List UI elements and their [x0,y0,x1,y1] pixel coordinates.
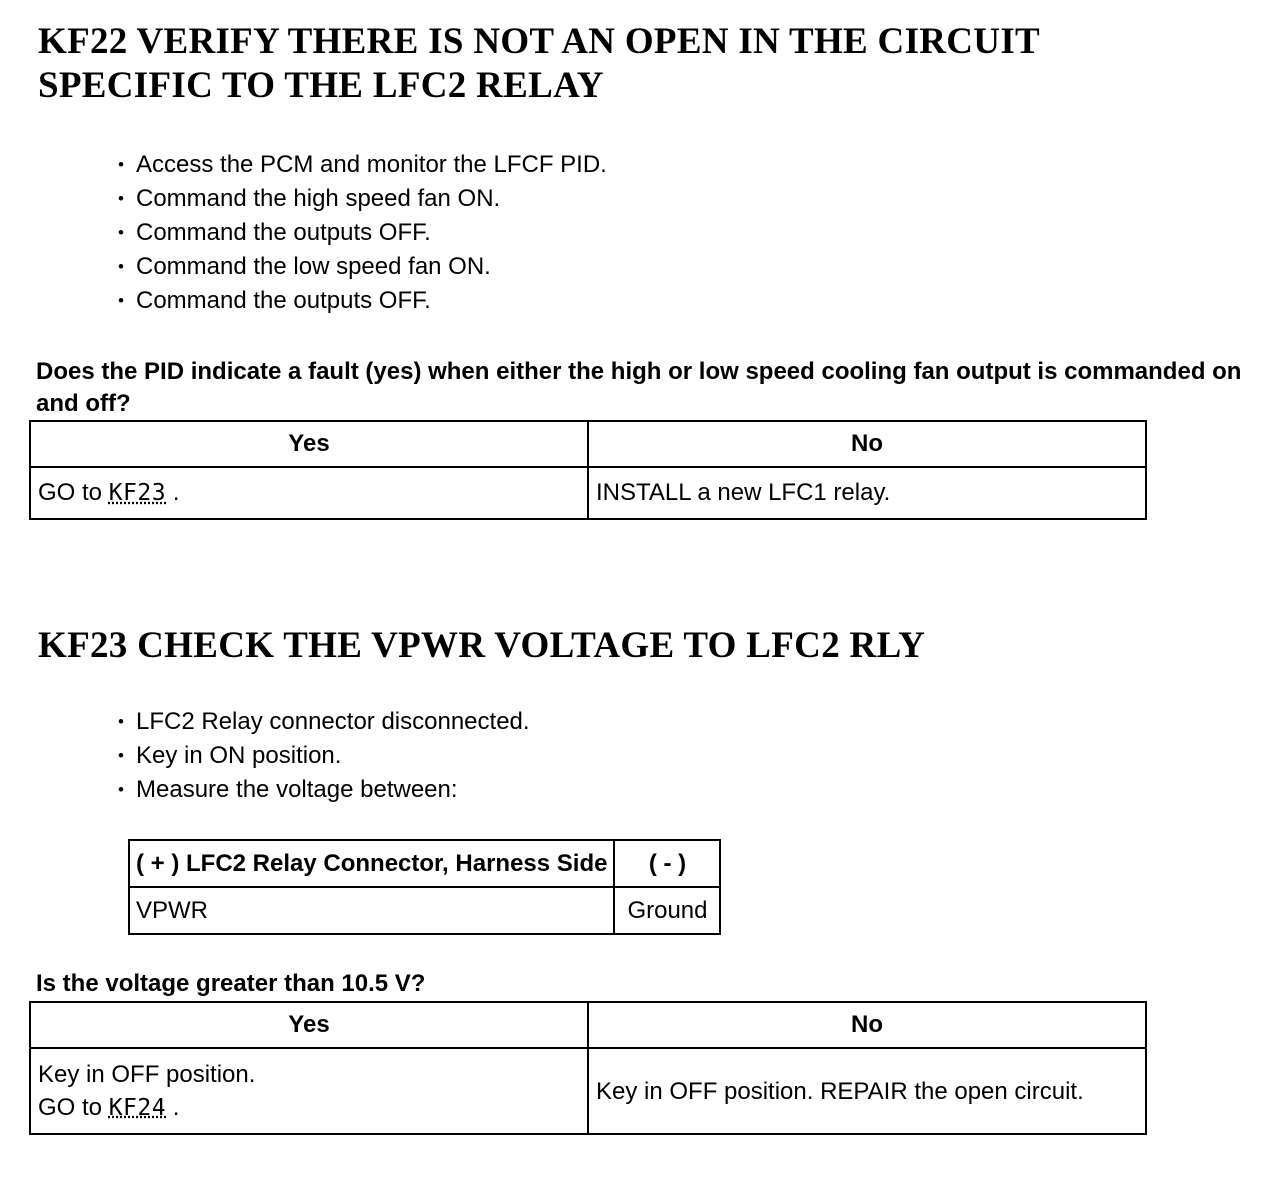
negative-terminal-header: ( - ) [614,840,720,887]
step-text: Command the outputs OFF. [136,287,431,314]
yes-cell [30,467,588,519]
key-off-text: Key in OFF position. [38,1060,256,1088]
list-item [118,773,530,807]
negative-terminal-value: Ground [614,887,720,934]
positive-terminal-header: ( + ) LFC2 Relay Connector, Harness Side [129,840,614,887]
yes-cell [30,1048,588,1134]
kf22-answer-table [29,420,1147,520]
positive-terminal-value: VPWR [129,887,614,934]
kf23-answer-table [29,1001,1147,1135]
yes-header: Yes [30,1002,588,1048]
bullet-icon: • [118,780,124,799]
list-item [118,250,607,284]
bullet-icon: • [118,712,124,731]
goto-label: GO to [38,479,103,506]
list-item [118,148,607,182]
step-text: Measure the voltage between: [136,776,458,803]
bullet-icon: • [118,223,124,242]
kf24-link[interactable]: KF24 [108,1094,167,1121]
kf22-step-list [118,148,607,318]
no-cell: Key in OFF position. REPAIR the open circuit. [588,1048,1146,1134]
bullet-icon: • [118,291,124,310]
yes-header: Yes [30,421,588,467]
table-row [30,1048,1146,1134]
kf23-heading: KF23 CHECK THE VPWR VOLTAGE TO LFC2 RLY [38,625,926,666]
kf23-question: Is the voltage greater than 10.5 V? [36,970,426,997]
no-header: No [588,421,1146,467]
table-header-row [129,840,720,887]
kf23-step-list [118,705,530,807]
step-text: Access the PCM and monitor the LFCF PID. [136,151,607,178]
measurement-table [128,839,721,935]
list-item [118,705,530,739]
step-text: LFC2 Relay connector disconnected. [136,708,530,735]
kf22-heading: KF22 VERIFY THERE IS NOT AN OPEN IN THE CIRCUIT SPECIFIC TO THE LFC2 RELAY [38,21,1040,106]
no-header: No [588,1002,1146,1048]
step-text: Command the high speed fan ON. [136,185,501,212]
period: . [172,479,180,506]
table-header-row [30,1002,1146,1048]
list-item [118,739,530,773]
goto-label: GO to [38,1093,103,1121]
step-text: Key in ON position. [136,742,342,769]
period: . [172,1093,180,1121]
bullet-icon: • [118,746,124,765]
no-cell: INSTALL a new LFC1 relay. [588,467,1146,519]
table-header-row [30,421,1146,467]
list-item [118,182,607,216]
table-row [30,467,1146,519]
step-text: Command the outputs OFF. [136,219,431,246]
bullet-icon: • [118,189,124,208]
table-row [129,887,720,934]
kf22-question: Does the PID indicate a fault (yes) when either the high or low speed cooling fan output is commanded on and off? [36,358,1242,417]
step-text: Command the low speed fan ON. [136,253,491,280]
bullet-icon: • [118,257,124,276]
list-item [118,284,607,318]
kf23-link[interactable]: KF23 [108,480,167,506]
bullet-icon: • [118,155,124,174]
list-item [118,216,607,250]
